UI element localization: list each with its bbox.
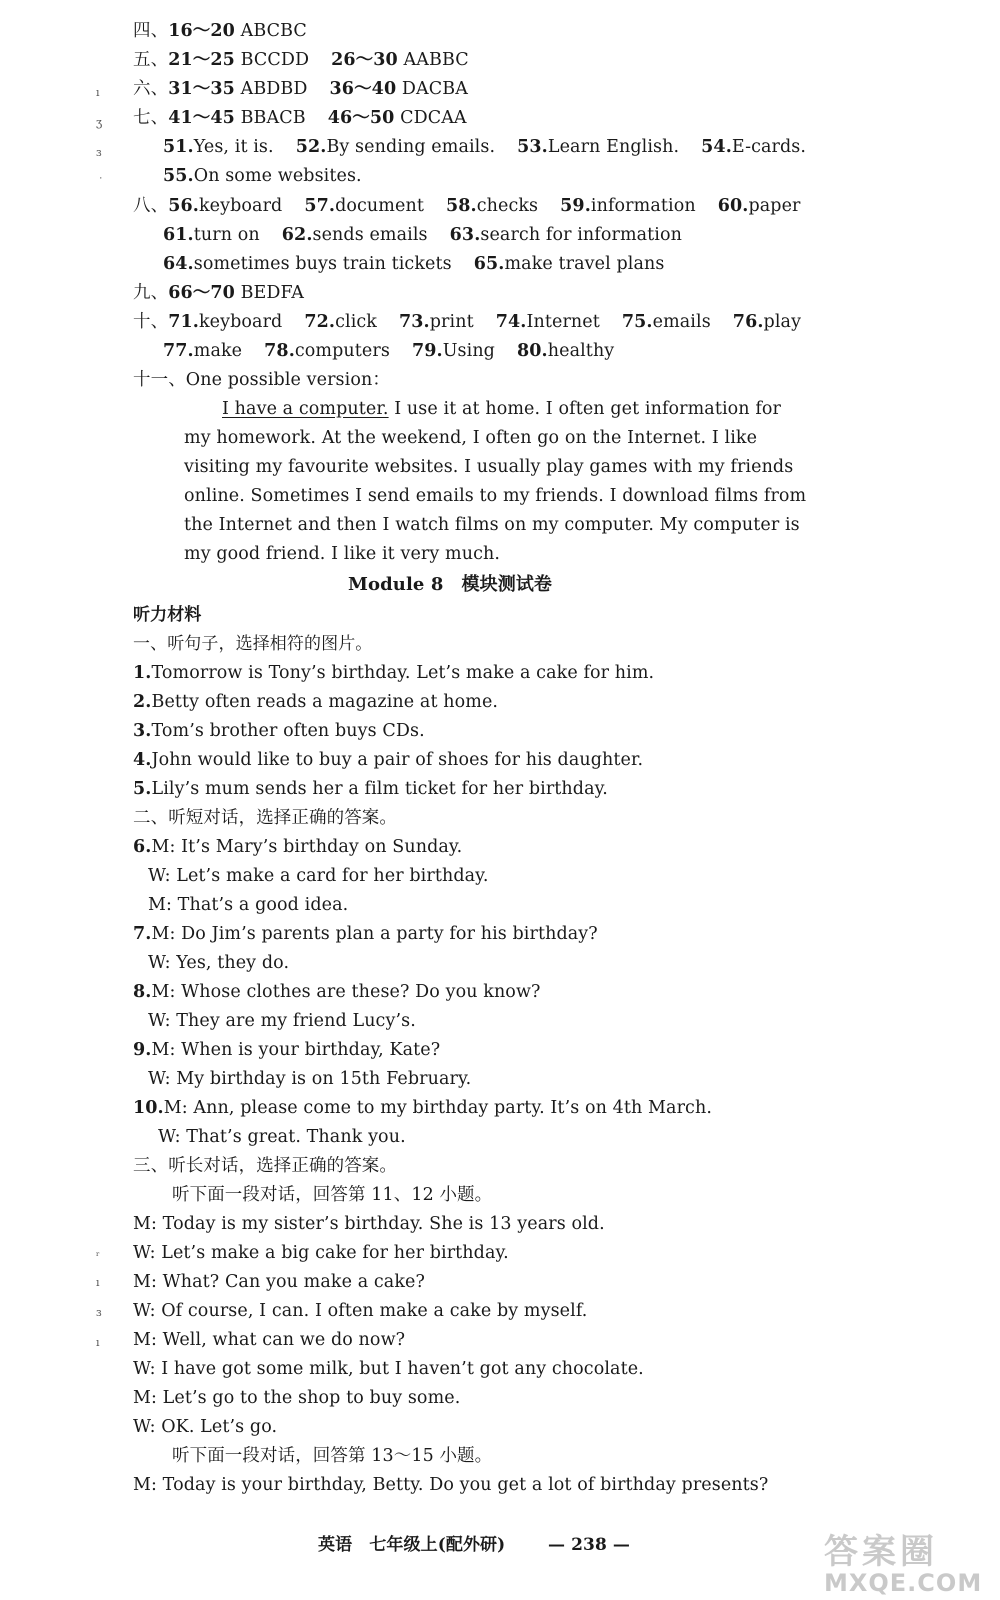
item-number: 65. <box>473 254 505 274</box>
section-label: 八、 <box>133 196 169 216</box>
answer-range: 16～20 <box>168 21 235 41</box>
answer-range: 46～50 <box>327 108 395 128</box>
item-answer: Learn English. <box>547 137 680 157</box>
dialog-line: W: My birthday is on 15th February. <box>148 1069 472 1089</box>
margin-mark: ʒ <box>96 116 103 129</box>
section-label: 七、 <box>133 108 169 128</box>
answer-values: ABCBC <box>234 21 307 41</box>
margin-mark: ᵣ <box>96 1246 100 1259</box>
watermark-logo <box>824 1524 994 1597</box>
item-answer: turn on <box>193 225 260 245</box>
item-answer: Internet <box>526 312 600 332</box>
essay-line: my good friend. I like it very much. <box>184 544 501 564</box>
dialog-line: M: Today is your birthday, Betty. Do you get a lot of birthday presents? <box>133 1475 769 1495</box>
dialog-line: M: Well, what can we do now? <box>133 1330 406 1350</box>
item-number: 6. <box>133 837 152 857</box>
item-answer: E-cards. <box>731 137 807 157</box>
page-number: — 238 — <box>548 1535 631 1555</box>
item-number: 56. <box>168 196 199 216</box>
list-item <box>133 720 425 742</box>
item-number: 53. <box>517 137 548 157</box>
section-label: 五、 <box>133 50 169 70</box>
item-number: 9. <box>133 1040 152 1060</box>
essay-line: visiting my favourite websites. I usually play games with my friends <box>184 457 794 477</box>
section-label: 四、 <box>133 21 169 41</box>
dialog-line <box>133 836 462 858</box>
part3-heading: 三、听长对话，选择正确的答案。 <box>133 1156 397 1176</box>
item-number: 76. <box>732 312 764 332</box>
dialog-text: M: Ann, please come to my birthday party. It’s on 4th March. <box>163 1098 712 1118</box>
answer-range: 36～40 <box>329 79 397 99</box>
item-text: Betty often reads a magazine at home. <box>151 692 499 712</box>
dialog-line: M: Today is my sister’s birthday. She is 13 years old. <box>133 1214 605 1234</box>
answer-row-s4 <box>133 20 307 42</box>
margin-mark: ɜ <box>96 146 102 159</box>
item-number: 59. <box>560 196 591 216</box>
answer-values: AABBC <box>397 50 469 70</box>
dialog-text: M: It’s Mary’s birthday on Sunday. <box>151 837 463 857</box>
essay-line: my homework. At the weekend, I often go on the Internet. I like <box>184 428 758 448</box>
dialog-line: W: I have got some milk, but I haven’t got any chocolate. <box>133 1359 644 1379</box>
answer-row-s5 <box>133 49 469 71</box>
answer-range: 21～25 <box>168 50 235 70</box>
item-number: 64. <box>163 254 194 274</box>
list-item <box>133 778 608 800</box>
item-number: 62. <box>281 225 313 245</box>
margin-mark: ı <box>96 1336 100 1349</box>
dialog-intro: 听下面一段对话，回答第 13～15 小题。 <box>172 1446 493 1466</box>
item-number: 2. <box>133 692 152 712</box>
item-number: 77. <box>163 341 194 361</box>
list-item <box>133 662 654 684</box>
item-number: 80. <box>517 341 548 361</box>
item-answer: By sending emails. <box>326 137 496 157</box>
answer-row-s7-items-2 <box>163 165 362 187</box>
section-11-label: 十一、One possible version： <box>133 370 390 390</box>
item-answer: click <box>335 312 377 332</box>
item-number: 4. <box>133 750 152 770</box>
dialog-line: W: OK. Let’s go. <box>133 1417 278 1437</box>
item-number: 55. <box>163 166 194 186</box>
dialog-line <box>133 981 541 1003</box>
dialog-line: W: They are my friend Lucy’s. <box>148 1011 416 1031</box>
item-number: 73. <box>399 312 430 332</box>
dialog-line: M: That’s a good idea. <box>148 895 349 915</box>
section-label: 十、 <box>133 312 169 332</box>
watermark-text-bottom: MXQE.COM <box>824 1569 983 1597</box>
section-label: 九、 <box>133 283 169 303</box>
footer-subject: 英语 七年级上(配外研) <box>318 1535 506 1555</box>
item-answer: keyboard <box>198 312 283 332</box>
item-answer: sometimes buys train tickets <box>193 254 452 274</box>
answer-range: 66～70 <box>168 283 235 303</box>
item-answer: information <box>590 196 696 216</box>
part1-heading: 一、听句子，选择相符的图片。 <box>133 634 373 654</box>
item-answer: healthy <box>547 341 615 361</box>
dialog-line: W: Of course, I can. I often make a cake by myself. <box>133 1301 588 1321</box>
item-number: 71. <box>168 312 199 332</box>
item-answer: checks <box>476 196 539 216</box>
section-label: 六、 <box>133 79 169 99</box>
item-answer: keyboard <box>198 196 283 216</box>
dialog-line: W: That’s great. Thank you. <box>158 1127 406 1147</box>
answer-row-s9 <box>133 282 304 304</box>
dialog-line: M: Let’s go to the shop to buy some. <box>133 1388 461 1408</box>
dialog-text: M: Do Jim’s parents plan a party for his birthday? <box>151 924 598 944</box>
dialog-line: W: Let’s make a card for her birthday. <box>148 866 489 886</box>
dialog-line <box>133 923 598 945</box>
answer-values: BEDFA <box>234 283 305 303</box>
answer-values: DACBA <box>396 79 468 99</box>
margin-mark: ˙ <box>98 176 104 189</box>
answer-values: BCCDD <box>234 50 310 70</box>
watermark-text-top: 答案圈 <box>824 1532 938 1572</box>
item-number: 7. <box>133 924 152 944</box>
item-number: 75. <box>621 312 653 332</box>
list-item <box>133 691 498 713</box>
dialog-text: M: Whose clothes are these? Do you know? <box>151 982 541 1002</box>
item-answer: Yes, it is. <box>193 137 274 157</box>
item-answer: print <box>429 312 474 332</box>
item-answer: document <box>335 196 424 216</box>
answer-values: BBACB <box>234 108 306 128</box>
item-number: 60. <box>717 196 749 216</box>
module-title: Module 8 模块测试卷 <box>347 574 553 595</box>
item-number: 79. <box>411 341 443 361</box>
answer-values: ABDBD <box>234 79 308 99</box>
essay-underlined: I have a computer. <box>222 399 389 419</box>
answer-row-s8 <box>133 195 801 217</box>
item-text: John would like to buy a pair of shoes for his daughter. <box>151 750 644 770</box>
item-number: 72. <box>304 312 336 332</box>
item-answer: emails <box>652 312 711 332</box>
item-number: 51. <box>163 137 194 157</box>
margin-mark: ɜ <box>96 1306 102 1319</box>
answer-range: 31～35 <box>168 79 235 99</box>
margin-mark: ı <box>96 1276 100 1289</box>
item-answer: computers <box>294 341 390 361</box>
answer-row-s7 <box>133 107 467 129</box>
item-number: 54. <box>701 137 732 157</box>
dialog-line: W: Yes, they do. <box>148 953 290 973</box>
dialog-line <box>133 1039 440 1061</box>
item-number: 5. <box>133 779 152 799</box>
dialog-line: W: Let’s make a big cake for her birthday. <box>133 1243 509 1263</box>
listening-heading: 听力材料 <box>133 605 202 625</box>
answer-range: 26～30 <box>331 50 398 70</box>
item-answer: On some websites. <box>193 166 362 186</box>
item-number: 1. <box>133 663 152 683</box>
item-answer: make travel plans <box>504 254 665 274</box>
essay-line: the Internet and then I watch films on my computer. My computer is <box>184 515 800 535</box>
answer-row-s6 <box>133 78 468 100</box>
answer-row-s10 <box>133 311 801 333</box>
item-number: 63. <box>449 225 481 245</box>
item-text: Tomorrow is Tony’s birthday. Let’s make a cake for him. <box>151 663 655 683</box>
answer-row-s10-b <box>163 340 614 362</box>
dialog-intro: 听下面一段对话，回答第 11、12 小题。 <box>172 1185 493 1205</box>
answer-row-s8-c <box>163 253 664 275</box>
essay-line: online. Sometimes I send emails to my friends. I download films from <box>184 486 807 506</box>
item-answer: paper <box>748 196 801 216</box>
item-number: 52. <box>295 137 327 157</box>
dialog-text: M: When is your birthday, Kate? <box>151 1040 441 1060</box>
answer-row-s8-b <box>163 224 682 246</box>
item-number: 61. <box>163 225 194 245</box>
item-number: 57. <box>304 196 336 216</box>
part2-heading: 二、听短对话，选择正确的答案。 <box>133 808 397 828</box>
answer-values: CDCAA <box>394 108 467 128</box>
item-answer: make <box>193 341 243 361</box>
dialog-line: M: What? Can you make a cake? <box>133 1272 425 1292</box>
item-number: 8. <box>133 982 152 1002</box>
list-item <box>133 749 643 771</box>
item-number: 78. <box>264 341 295 361</box>
dialog-line <box>133 1097 712 1119</box>
essay-line <box>222 398 781 420</box>
item-number: 58. <box>445 196 477 216</box>
item-answer: Using <box>442 341 495 361</box>
item-text: Tom’s brother often buys CDs. <box>151 721 425 741</box>
item-text: Lily’s mum sends her a film ticket for her birthday. <box>151 779 608 799</box>
item-answer: search for information <box>480 225 683 245</box>
margin-mark: ı <box>96 86 100 99</box>
item-number: 10. <box>133 1098 164 1118</box>
answer-row-s7-items <box>163 136 806 158</box>
item-number: 3. <box>133 721 152 741</box>
item-answer: play <box>763 312 802 332</box>
item-number: 74. <box>495 312 527 332</box>
essay-text: I use it at home. I often get information for <box>388 399 782 419</box>
answer-range: 41～45 <box>168 108 235 128</box>
item-answer: sends emails <box>312 225 428 245</box>
